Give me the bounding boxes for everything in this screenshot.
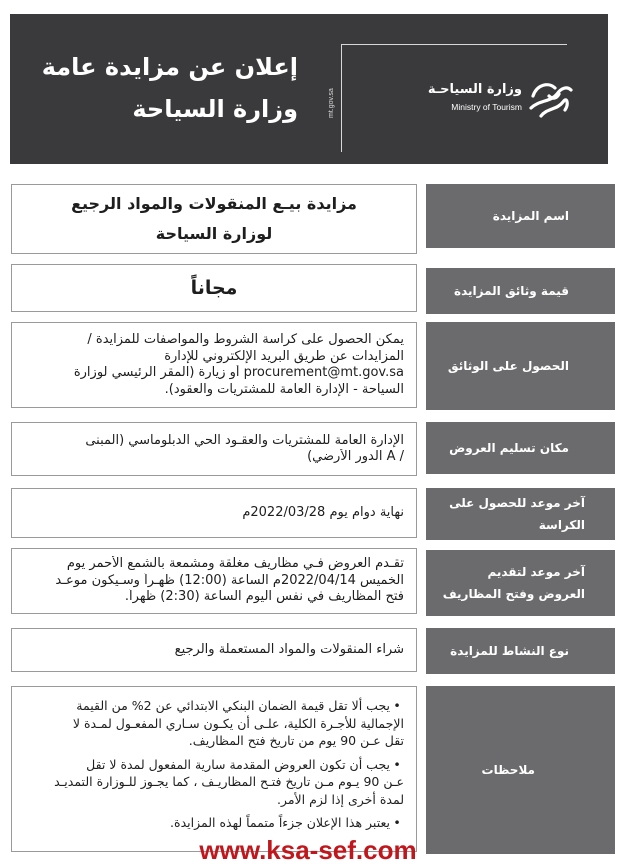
label-obtaining-documents: الحصول على الوثائق xyxy=(426,322,615,410)
ministry-name-arabic: وزارة السياحـة xyxy=(427,82,522,97)
label-submission-place: مكان تسليم العروض xyxy=(426,422,615,474)
website-url: mt.gov.sa xyxy=(328,88,335,118)
header-title-line-1: إعلان عن مزايدة عامة xyxy=(41,53,298,81)
label-notes: ملاحظات xyxy=(426,686,615,854)
header-title xyxy=(28,46,298,130)
value-activity-type: شراء المنقولات والمواد المستعملة والرجيع xyxy=(11,628,417,672)
label-auction-name: اسم المزايدة xyxy=(426,184,615,248)
website-watermark: www.ksa-sef.com xyxy=(199,835,417,865)
label-offers-deadline: آخر موعد لتقديم العروض وفتح المظاريف xyxy=(426,550,615,616)
note-item: •يجب ألا تقل قيمة الضمان البنكي الابتدائي عن 2% من القيمة الإجمالية للأجـرة الكلية، علـى أن يكـون سـاري المفعـول لمـدة لا تقل عـن 90 يوم من تاريخ فتح المظاريف. xyxy=(72,698,404,748)
value-auction-name: مزايدة بيـع المنقولات والمواد الرجيع لوزارة السياحة xyxy=(11,184,417,254)
label-activity-type: نوع النشاط للمزايدة xyxy=(426,628,615,674)
label-booklet-deadline: آخر موعد للحصول على الكراسة xyxy=(426,488,615,540)
header-title-line-2: وزارة السياحة xyxy=(132,95,298,123)
label-documents-value: قيمة وثائق المزايدة xyxy=(426,268,615,314)
note-item: •يعتبر هذا الإعلان جزءاً متمماً لهذه المزايدة. xyxy=(170,815,401,830)
value-notes xyxy=(11,686,417,852)
value-booklet-deadline: نهاية دوام يوم 2022/03/28م xyxy=(11,488,417,538)
value-obtaining-documents: يمكن الحصول على كراسة الشروط والمواصفات للمزايدة / المزايدات عن طريق البريد الإلكتروني للإدارة procurement@mt.gov.sa أو زيارة (المقر الرئيسي لوزارة السياحة - الإدارة العامة للمشتريات والعقود). xyxy=(11,322,417,408)
value-documents-value: مجاناً xyxy=(11,264,417,312)
ministry-of-tourism-logo-icon xyxy=(527,74,575,122)
value-submission-place: الإدارة العامة للمشتريات والعقـود الحي الدبلوماسي (المبنى / A الدور الأرضي) xyxy=(11,422,417,476)
note-item: •يجب أن تكون العروض المقدمة سارية المفعول لمدة لا تقل عـن 90 يـوم مـن تاريخ فتـح المظاريـف ، كما يجـوز للـوزارة التمديـد لمدة أخرى إذا لزم الأمر. xyxy=(54,756,404,807)
value-offers-deadline: تقـدم العروض فـي مظاريف مغلقة ومشمعة بالشمع الأحمر يوم الخميس 2022/04/14م الساعة (12:00) ظهـراً وسـيكون موعـد فتح المظاريف في نفس اليوم الساعة (2:30) ظهراً. xyxy=(11,548,417,614)
ministry-name-english: Ministry of Tourism xyxy=(451,102,522,112)
